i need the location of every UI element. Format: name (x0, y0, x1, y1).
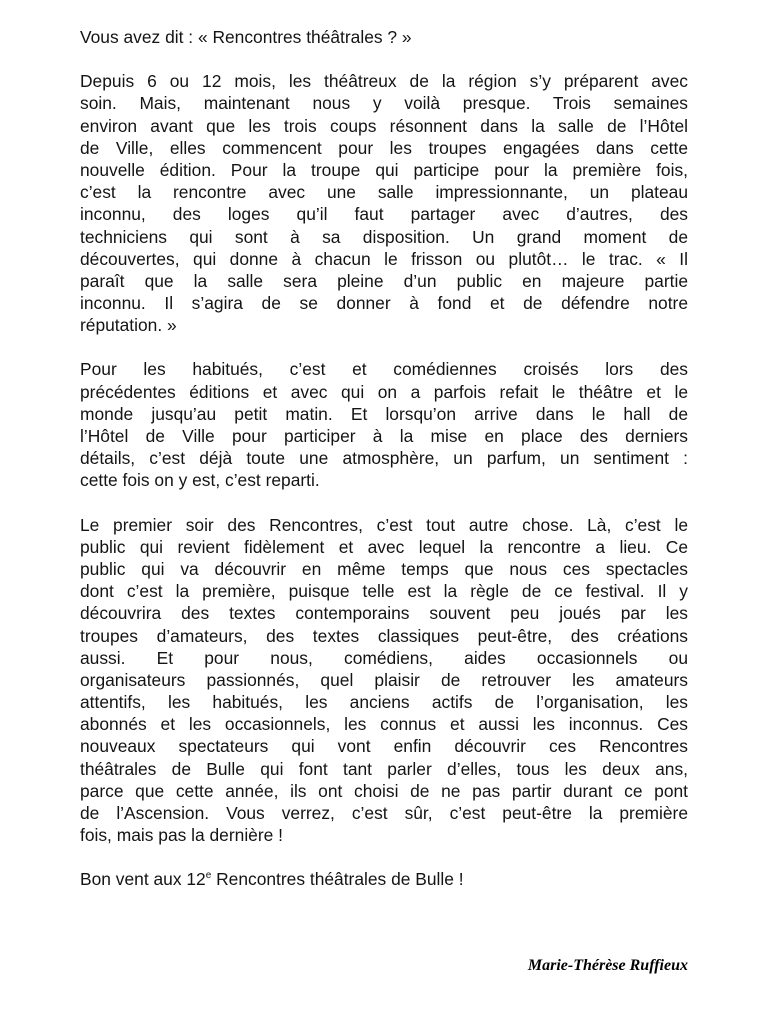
paragraph-line: public qui va découvrir en même temps que nous ces spectacles (80, 558, 688, 579)
paragraph-line: précédentes éditions et avec qui on a parfois refait le théâtre et le (80, 381, 688, 402)
paragraph-line: Pour les habitués, c’est et comédiennes croisés lors des (80, 359, 688, 380)
paragraph-line: techniciens qui sont à sa disposition. Un grand moment de (80, 226, 688, 247)
paragraph-line: troupes d’amateurs, des textes classiques peut-être, des créations (80, 625, 688, 646)
author-signature: Marie-Thérèse Ruffieux (527, 957, 688, 974)
document-body (80, 70, 688, 846)
paragraph-line: paraît que la salle sera pleine d’un public en majeure partie (80, 270, 688, 291)
paragraph-line: attentifs, les habitués, les anciens actifs de l’organisation, les (80, 692, 688, 713)
document-heading: Vous avez dit : « Rencontres théâtrales ? » (80, 27, 412, 47)
paragraph-line: nouvelle édition. Pour la troupe qui participe pour la première fois, (80, 159, 688, 180)
paragraph-line: nouveaux spectateurs qui vont enfin découvrir ces Rencontres (80, 736, 688, 757)
paragraph-line: inconnu. Il s’agira de se donner à fond et de défendre notre (80, 293, 688, 314)
paragraph-line: public qui revient fidèlement et avec lequel la rencontre a lieu. Ce (80, 536, 688, 557)
paragraph-line: monde jusqu’au petit matin. Et lorsqu’on arrive dans le hall de (80, 403, 688, 424)
closing-text-end: Rencontres théâtrales de Bulle ! (211, 869, 464, 890)
paragraph-line: cette fois on y est, c’est reparti. (80, 470, 320, 491)
paragraph-line: inconnu, des loges qu’il faut partager avec d’autres, des (80, 204, 688, 225)
closing-text-start: Bon vent aux 12 (80, 869, 206, 890)
paragraph-line: organisateurs passionnés, quel plaisir de retrouver les amateurs (80, 669, 688, 690)
paragraph-line: aussi. Et pour nous, comédiens, aides occasionnels ou (80, 647, 688, 668)
paragraph-line: abonnés et les occasionnels, les connus et aussi les inconnus. Ces (80, 714, 688, 735)
paragraph (80, 514, 688, 847)
paragraph-line: de Ville, elles commencent pour les troupes engagées dans cette (80, 137, 688, 158)
paragraph-line: découvrira des textes contemporains souvent peu joués par les (80, 603, 688, 624)
paragraph-line: parce que cette année, ils ont choisi de ne pas partir durant ce pont (80, 780, 688, 801)
paragraph (80, 70, 688, 336)
closing-line (80, 868, 688, 890)
paragraph-line: environ avant que les trois coups résonnent dans la salle de l’Hôtel (80, 115, 688, 136)
paragraph-line: l’Hôtel de Ville pour participer à la mise en place des derniers (80, 426, 688, 447)
paragraph-line: réputation. » (80, 315, 177, 336)
paragraph (80, 358, 688, 491)
paragraph-line: c’est la rencontre avec une salle impressionnante, un plateau (80, 182, 688, 203)
paragraph-line: Le premier soir des Rencontres, c’est tout autre chose. Là, c’est le (80, 514, 688, 535)
paragraph-line: détails, c’est déjà toute une atmosphère, un parfum, un sentiment : (80, 448, 688, 469)
paragraph-line: découvertes, qui donne à chacun le frisson ou plutôt… le trac. « Il (80, 248, 688, 269)
paragraph-line: Depuis 6 ou 12 mois, les théâtreux de la région s’y préparent avec (80, 71, 688, 92)
paragraph-line: de l’Ascension. Vous verrez, c’est sûr, c’est peut-être la première (80, 803, 688, 824)
paragraph-line: dont c’est la première, puisque telle est la règle de ce festival. Il y (80, 581, 688, 602)
closing-ordinal-superscript: e (205, 870, 212, 882)
paragraph-line: théâtrales de Bulle qui font tant parler d’elles, tous les deux ans, (80, 758, 688, 779)
paragraph-line: fois, mais pas la dernière ! (80, 825, 283, 846)
paragraph-line: soin. Mais, maintenant nous y voilà presque. Trois semaines (80, 93, 688, 114)
